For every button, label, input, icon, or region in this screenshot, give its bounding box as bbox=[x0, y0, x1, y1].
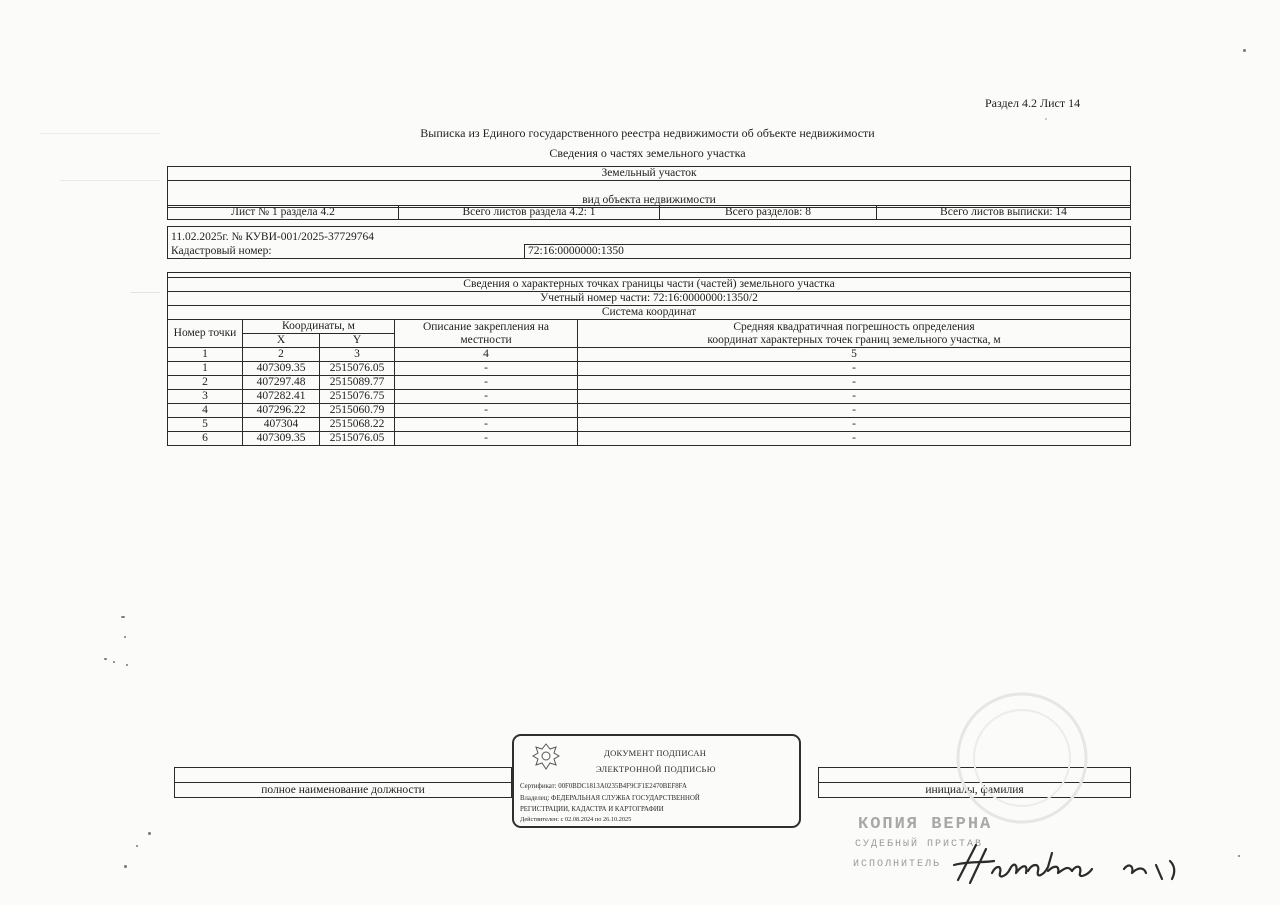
point-error: - bbox=[578, 418, 1131, 432]
point-y: 2515089.77 bbox=[320, 376, 395, 390]
esign-owner-2: РЕГИСТРАЦИИ, КАДАСТРА И КАРТОГРАФИИ bbox=[520, 806, 664, 813]
record-table bbox=[167, 226, 1131, 259]
electronic-signature-stamp bbox=[512, 734, 801, 828]
point-number: 2 bbox=[168, 376, 243, 390]
point-x: 407304 bbox=[243, 418, 320, 432]
emblem-icon bbox=[528, 740, 564, 774]
col-num-1: 1 bbox=[168, 348, 243, 362]
point-error: - bbox=[578, 362, 1131, 376]
point-desc: - bbox=[395, 390, 578, 404]
point-x: 407309.35 bbox=[243, 362, 320, 376]
point-y: 2515076.05 bbox=[320, 362, 395, 376]
point-y: 2515076.75 bbox=[320, 390, 395, 404]
point-desc: - bbox=[395, 418, 578, 432]
copy-stamp-line2: СУДЕБНЫЙ ПРИСТАВ bbox=[855, 839, 984, 850]
position-label: полное наименование должности bbox=[175, 783, 512, 798]
point-x: 407282.41 bbox=[243, 390, 320, 404]
section-sheet-label: Раздел 4.2 Лист 14 bbox=[985, 96, 1081, 110]
col-point-header: Номер точки bbox=[168, 320, 243, 348]
point-error: - bbox=[578, 390, 1131, 404]
object-type-table bbox=[167, 166, 1131, 208]
point-number: 3 bbox=[168, 390, 243, 404]
point-desc: - bbox=[395, 432, 578, 446]
point-y: 2515060.79 bbox=[320, 404, 395, 418]
table-row bbox=[168, 432, 1131, 446]
cadastral-number: 72:16:0000000:1350 bbox=[525, 245, 1131, 259]
document-subtitle: Сведения о частях земельного участка bbox=[549, 146, 746, 160]
point-error: - bbox=[578, 432, 1131, 446]
col-num-4: 4 bbox=[395, 348, 578, 362]
handwritten-signature bbox=[948, 835, 1188, 895]
point-number: 4 bbox=[168, 404, 243, 418]
point-error: - bbox=[578, 376, 1131, 390]
col-error-header: Средняя квадратичная погрешность определения координат характерных точек границ земельного участка, м bbox=[578, 320, 1131, 348]
faded-seal-icon bbox=[952, 688, 1092, 828]
esign-line2: ЭЛЕКТРОННОЙ ПОДПИСЬЮ bbox=[596, 764, 716, 774]
object-kind-label: вид объекта недвижимости bbox=[168, 194, 1131, 208]
point-desc: - bbox=[395, 404, 578, 418]
point-number: 5 bbox=[168, 418, 243, 432]
point-x: 407297.48 bbox=[243, 376, 320, 390]
total-section-sheets: Всего листов раздела 4.2: 1 bbox=[399, 206, 660, 220]
point-number: 1 bbox=[168, 362, 243, 376]
point-x: 407309.35 bbox=[243, 432, 320, 446]
points-table bbox=[167, 272, 1131, 446]
col-num-5: 5 bbox=[578, 348, 1131, 362]
esign-line1: ДОКУМЕНТ ПОДПИСАН bbox=[604, 748, 707, 758]
point-error: - bbox=[578, 404, 1131, 418]
cadastral-label: Кадастровый номер: bbox=[168, 245, 525, 259]
record-date-number: 11.02.2025г. № КУВИ-001/2025-37729764 bbox=[168, 231, 1131, 245]
table-row bbox=[168, 390, 1131, 404]
point-number: 6 bbox=[168, 432, 243, 446]
col-num-3: 3 bbox=[320, 348, 395, 362]
copy-stamp-line1: КОПИЯ ВЕРНА bbox=[858, 815, 993, 834]
col-y-header: Y bbox=[320, 334, 395, 348]
point-desc: - bbox=[395, 362, 578, 376]
esign-cert: Сертификат: 00F0BDC1813A0235B4F9CF1E2470BEF8FA bbox=[520, 783, 687, 790]
coordinate-system: Система координат bbox=[168, 306, 1131, 320]
table-row bbox=[168, 418, 1131, 432]
point-desc: - bbox=[395, 376, 578, 390]
col-num-2: 2 bbox=[243, 348, 320, 362]
point-x: 407296.22 bbox=[243, 404, 320, 418]
total-extract-sheets: Всего листов выписки: 14 bbox=[877, 206, 1131, 220]
points-table-title: Сведения о характерных точках границы части (частей) земельного участка bbox=[168, 278, 1131, 292]
table-row bbox=[168, 404, 1131, 418]
sheet-number: Лист № 1 раздела 4.2 bbox=[168, 206, 399, 220]
table-row bbox=[168, 376, 1131, 390]
document-title: Выписка из Единого государственного реестра недвижимости об объекте недвижимости bbox=[420, 126, 875, 140]
copy-stamp-line3: ИСПОЛНИТЕЛЬ bbox=[853, 859, 942, 870]
total-sections: Всего разделов: 8 bbox=[660, 206, 877, 220]
col-coords-header: Координаты, м bbox=[243, 320, 395, 334]
name-label: инициалы, фамилия bbox=[819, 783, 1131, 798]
col-x-header: X bbox=[243, 334, 320, 348]
point-y: 2515076.05 bbox=[320, 432, 395, 446]
esign-owner-1: Владелец: ФЕДЕРАЛЬНАЯ СЛУЖБА ГОСУДАРСТВЕННОЙ bbox=[520, 795, 700, 802]
sheets-table bbox=[167, 205, 1131, 220]
point-y: 2515068.22 bbox=[320, 418, 395, 432]
part-number: Учетный номер части: 72:16:0000000:1350/2 bbox=[168, 292, 1131, 306]
esign-valid: Действителен: с 02.08.2024 по 26.10.2025 bbox=[520, 816, 632, 823]
col-desc-header: Описание закрепления на местности bbox=[395, 320, 578, 348]
table-row bbox=[168, 362, 1131, 376]
object-name: Земельный участок bbox=[168, 167, 1131, 181]
